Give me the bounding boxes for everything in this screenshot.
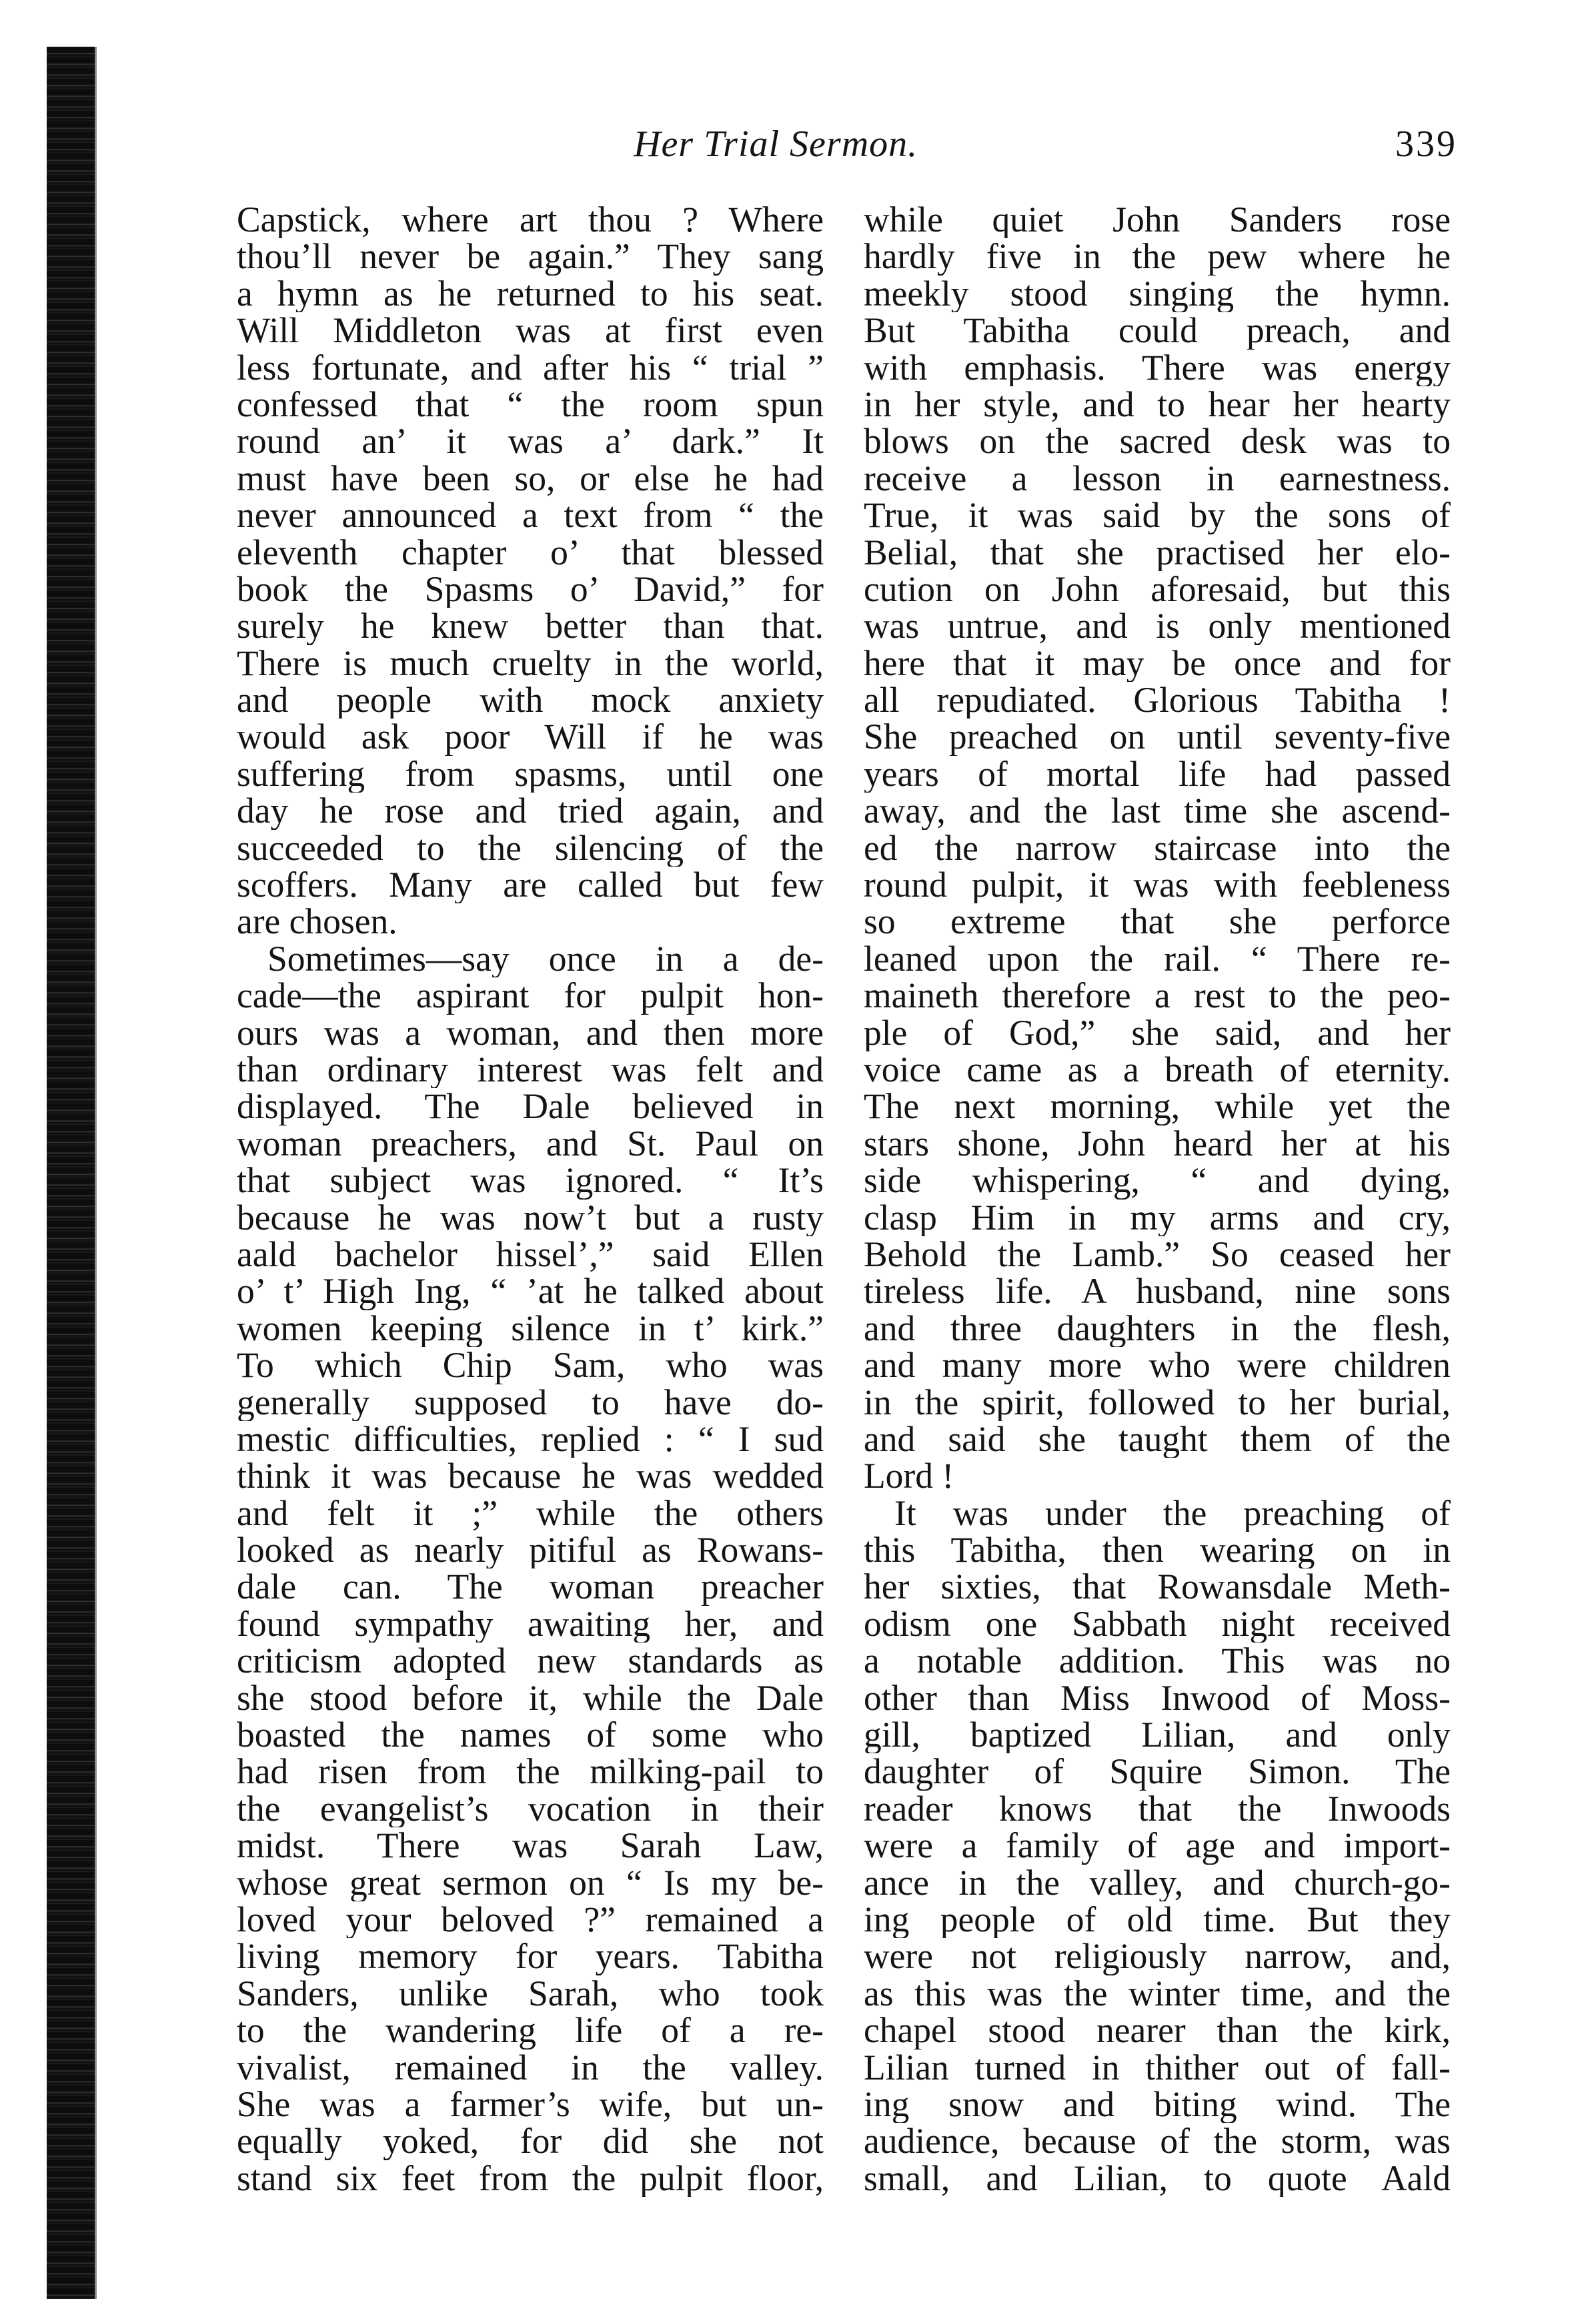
text-line: odism one Sabbath night received bbox=[864, 1605, 1451, 1643]
text-line: meekly stood singing the hymn. bbox=[864, 275, 1451, 313]
text-line: and many more who were children bbox=[864, 1347, 1451, 1384]
text-line: confessed that “ the room spun bbox=[237, 386, 824, 424]
text-line: Capstick, where art thou ? Where bbox=[237, 201, 824, 239]
text-line: side whispering, “ and dying, bbox=[864, 1162, 1451, 1200]
text-line: leaned upon the rail. “ There re- bbox=[864, 940, 1451, 978]
text-line: cade—the aspirant for pulpit hon- bbox=[237, 977, 824, 1015]
text-line: tireless life. A husband, nine sons bbox=[864, 1273, 1451, 1310]
text-line: scoffers. Many are called but few bbox=[237, 867, 824, 904]
text-line: loved your beloved ?” remained a bbox=[237, 1901, 824, 1939]
text-line: and felt it ;” while the others bbox=[237, 1494, 824, 1532]
text-line: and people with mock anxiety bbox=[237, 682, 824, 719]
text-line: She preached on until seventy-five bbox=[864, 719, 1451, 756]
text-line: women keeping silence in t’ kirk.” bbox=[237, 1310, 824, 1348]
text-line: ple of God,” she said, and her bbox=[864, 1014, 1451, 1051]
text-line: stand six feet from the pulpit floor, bbox=[237, 2160, 824, 2198]
text-line: reader knows that the Inwoods bbox=[864, 1790, 1451, 1828]
text-line: that subject was ignored. “ It’s bbox=[237, 1162, 824, 1200]
text-line: to the wandering life of a re- bbox=[237, 2012, 824, 2049]
text-line: than ordinary interest was felt and bbox=[237, 1051, 824, 1089]
text-line: her sixties, that Rowansdale Meth- bbox=[864, 1568, 1451, 1606]
text-line: away, and the last time she ascend- bbox=[864, 793, 1451, 830]
text-line: this Tabitha, then wearing on in bbox=[864, 1532, 1451, 1569]
paragraph-first-line: Sometimes—say once in a de- bbox=[267, 940, 824, 978]
text-line: so extreme that she perforce bbox=[864, 903, 1451, 941]
text-line: years of mortal life had passed bbox=[864, 755, 1451, 793]
page-number: 339 bbox=[1395, 123, 1457, 165]
page-header bbox=[0, 113, 1596, 173]
text-line: was untrue, and is only mentioned bbox=[864, 608, 1451, 645]
text-line: while quiet John Sanders rose bbox=[864, 201, 1451, 239]
text-line: because he was now’t but a rusty bbox=[237, 1199, 824, 1236]
text-line: would ask poor Will if he was bbox=[237, 719, 824, 756]
text-line: woman preachers, and St. Paul on bbox=[237, 1125, 824, 1163]
text-line: small, and Lilian, to quote Aald bbox=[864, 2160, 1451, 2198]
text-line: True, it was said by the sons of bbox=[864, 497, 1451, 534]
text-line: a notable addition. This was no bbox=[864, 1643, 1451, 1680]
text-line: had risen from the milking-pail to bbox=[237, 1753, 824, 1791]
text-line: cution on John aforesaid, but this bbox=[864, 570, 1451, 608]
text-line: vivalist, remained in the valley. bbox=[237, 2049, 824, 2086]
text-line: round pulpit, it was with feebleness bbox=[864, 867, 1451, 904]
book-spine-shadow bbox=[47, 47, 95, 2299]
text-line: and said she taught them of the bbox=[864, 1420, 1451, 1458]
text-line: a hymn as he returned to his seat. bbox=[237, 275, 824, 313]
text-line: Will Middleton was at first even bbox=[237, 312, 824, 350]
text-line: Sanders, unlike Sarah, who took bbox=[237, 1975, 824, 2013]
text-line: less fortunate, and after his “ trial ” bbox=[237, 349, 824, 386]
text-line: looked as nearly pitiful as Rowans- bbox=[237, 1532, 824, 1569]
text-line: Behold the Lamb.” So ceased her bbox=[864, 1236, 1451, 1274]
text-line: stars shone, John heard her at his bbox=[864, 1125, 1451, 1163]
text-line: round an’ it was a’ dark.” It bbox=[237, 423, 824, 460]
text-line: The next morning, while yet the bbox=[864, 1088, 1451, 1125]
text-line: ance in the valley, and church-go- bbox=[864, 1864, 1451, 1901]
text-line: thou’ll never be again.” They sang bbox=[237, 238, 824, 276]
text-line: in the spirit, followed to her burial, bbox=[864, 1384, 1451, 1421]
text-line: She was a farmer’s wife, but un- bbox=[237, 2086, 824, 2124]
text-line: found sympathy awaiting her, and bbox=[237, 1605, 824, 1643]
text-line: whose great sermon on “ Is my be- bbox=[237, 1864, 824, 1901]
text-line: and three daughters in the flesh, bbox=[864, 1310, 1451, 1348]
page-gutter-edge bbox=[95, 47, 97, 2299]
text-line: displayed. The Dale believed in bbox=[237, 1088, 824, 1125]
text-line: must have been so, or else he had bbox=[237, 460, 824, 498]
text-line: as this was the winter time, and the bbox=[864, 1975, 1451, 2013]
text-line: suffering from spasms, until one bbox=[237, 755, 824, 793]
text-line: all repudiated. Glorious Tabitha ! bbox=[864, 682, 1451, 719]
text-line: she stood before it, while the Dale bbox=[237, 1679, 824, 1717]
text-line: hardly five in the pew where he bbox=[864, 238, 1451, 276]
text-line: day he rose and tried again, and bbox=[237, 793, 824, 830]
text-line: eleventh chapter o’ that blessed bbox=[237, 534, 824, 571]
text-line: never announced a text from “ the bbox=[237, 497, 824, 534]
text-line: gill, baptized Lilian, and only bbox=[864, 1717, 1451, 1754]
text-line: think it was because he was wedded bbox=[237, 1458, 824, 1495]
text-line: aald bachelor hissel’,” said Ellen bbox=[237, 1236, 824, 1274]
text-line: voice came as a breath of eternity. bbox=[864, 1051, 1451, 1089]
text-line: But Tabitha could preach, and bbox=[864, 312, 1451, 350]
text-line: succeeded to the silencing of the bbox=[237, 829, 824, 867]
paragraph-end-line: Lord ! bbox=[864, 1458, 954, 1495]
text-line: o’ t’ High Ing, “ ’at he talked about bbox=[237, 1273, 824, 1310]
text-line: with emphasis. There was energy bbox=[864, 349, 1451, 386]
text-line: book the Spasms o’ David,” for bbox=[237, 570, 824, 608]
text-line: Lilian turned in thither out of fall- bbox=[864, 2049, 1451, 2086]
text-line: blows on the sacred desk was to bbox=[864, 423, 1451, 460]
text-line: maineth therefore a rest to the peo- bbox=[864, 977, 1451, 1015]
text-line: There is much cruelty in the world, bbox=[237, 644, 824, 682]
text-line: Belial, that she practised her elo- bbox=[864, 534, 1451, 571]
text-line: in her style, and to hear her hearty bbox=[864, 386, 1451, 424]
paragraph-first-line: It was under the preaching of bbox=[894, 1494, 1451, 1532]
text-line: ing people of old time. But they bbox=[864, 1901, 1451, 1939]
text-column-left bbox=[237, 201, 824, 2197]
text-column-right bbox=[864, 201, 1451, 2197]
text-line: criticism adopted new standards as bbox=[237, 1643, 824, 1680]
text-line: ed the narrow staircase into the bbox=[864, 829, 1451, 867]
text-line: To which Chip Sam, who was bbox=[237, 1347, 824, 1384]
text-line: daughter of Squire Simon. The bbox=[864, 1753, 1451, 1791]
text-line: ing snow and biting wind. The bbox=[864, 2086, 1451, 2124]
text-line: mestic difficulties, replied : “ I sud bbox=[237, 1420, 824, 1458]
paragraph-end-line: are chosen. bbox=[237, 903, 397, 941]
text-line: audience, because of the storm, was bbox=[864, 2123, 1451, 2160]
text-line: living memory for years. Tabitha bbox=[237, 1938, 824, 1975]
text-line: dale can. The woman preacher bbox=[237, 1568, 824, 1606]
text-line: were not religiously narrow, and, bbox=[864, 1938, 1451, 1975]
text-line: clasp Him in my arms and cry, bbox=[864, 1199, 1451, 1236]
running-title: Her Trial Sermon. bbox=[634, 123, 918, 165]
text-line: other than Miss Inwood of Moss- bbox=[864, 1679, 1451, 1717]
text-line: surely he knew better than that. bbox=[237, 608, 824, 645]
text-line: receive a lesson in earnestness. bbox=[864, 460, 1451, 498]
text-line: chapel stood nearer than the kirk, bbox=[864, 2012, 1451, 2049]
text-line: boasted the names of some who bbox=[237, 1717, 824, 1754]
text-line: generally supposed to have do- bbox=[237, 1384, 824, 1421]
text-line: midst. There was Sarah Law, bbox=[237, 1827, 824, 1865]
text-line: here that it may be once and for bbox=[864, 644, 1451, 682]
text-line: were a family of age and import- bbox=[864, 1827, 1451, 1865]
text-line: equally yoked, for did she not bbox=[237, 2123, 824, 2160]
text-line: ours was a woman, and then more bbox=[237, 1014, 824, 1051]
text-line: the evangelist’s vocation in their bbox=[237, 1790, 824, 1828]
